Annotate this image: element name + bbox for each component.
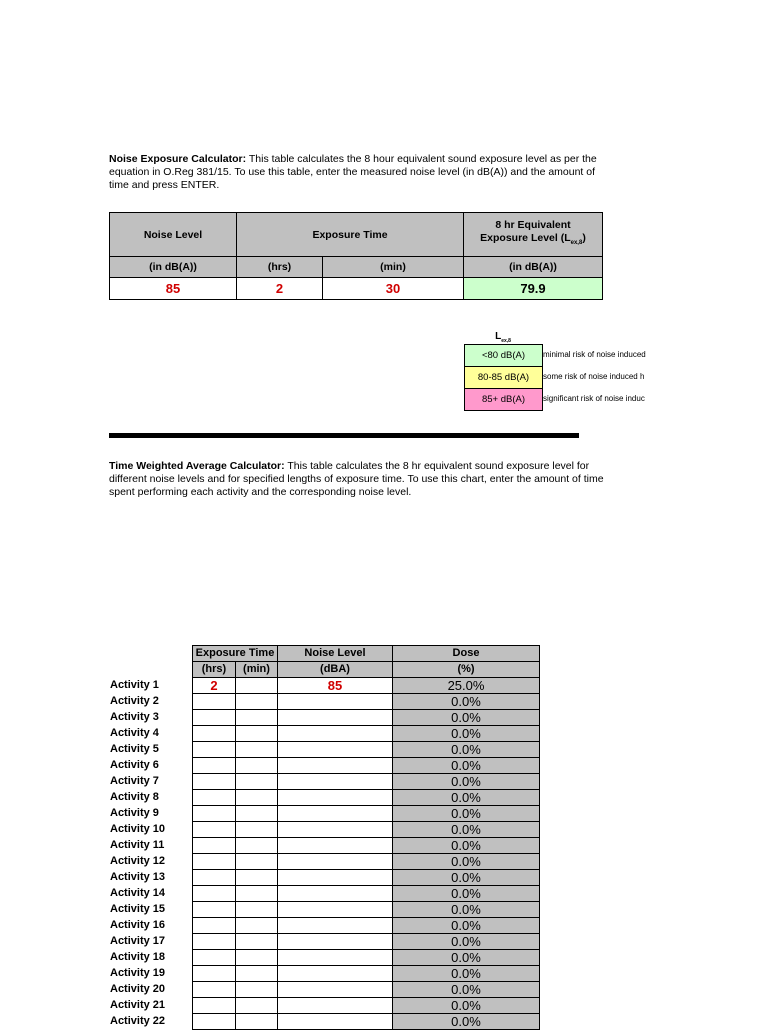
equiv-header-line1: 8 hr Equivalent [495, 218, 571, 231]
equivalent-level-header [464, 213, 603, 257]
table-row [109, 854, 540, 870]
noise-level-input[interactable] [278, 694, 393, 710]
min-input[interactable] [236, 710, 278, 726]
hrs-input[interactable] [193, 758, 236, 774]
equiv-header-sub: ex,8 [570, 240, 583, 247]
dose-value: 0.0% [393, 742, 540, 758]
hrs-input[interactable]: 2 [193, 678, 236, 694]
hrs-input[interactable] [193, 790, 236, 806]
min-input[interactable]: 30 [323, 278, 464, 300]
min-input[interactable] [236, 934, 278, 950]
noise-calc-title: Noise Exposure Calculator: [109, 153, 247, 165]
hrs-input[interactable]: 2 [237, 278, 323, 300]
hrs-input[interactable] [193, 950, 236, 966]
activity-label: Activity 22 [110, 1015, 166, 1027]
equiv-header-line2: Exposure Level (L [480, 231, 571, 244]
dose-value: 0.0% [393, 838, 540, 854]
noise-unit-header: (in dB(A)) [110, 257, 237, 278]
noise-level-input[interactable] [278, 918, 393, 934]
noise-level-input[interactable] [278, 806, 393, 822]
table-row [109, 950, 540, 966]
min-input[interactable] [236, 678, 278, 694]
noise-level-header: Noise Level [110, 213, 237, 257]
min-subheader: (min) [236, 662, 278, 678]
min-input[interactable] [236, 854, 278, 870]
hrs-input[interactable] [193, 838, 236, 854]
dose-value: 0.0% [393, 982, 540, 998]
hrs-input[interactable] [193, 870, 236, 886]
table-row [109, 694, 540, 710]
noise-level-input[interactable] [278, 758, 393, 774]
table-row [109, 966, 540, 982]
legend-range-low: <80 dB(A) [464, 344, 543, 367]
twa-calc-intro [109, 460, 604, 499]
noise-level-input[interactable] [278, 1014, 393, 1030]
hrs-input[interactable] [193, 822, 236, 838]
dose-value: 0.0% [393, 726, 540, 742]
activity-label: Activity 15 [110, 903, 166, 915]
dose-value: 25.0% [393, 678, 540, 694]
dose-value: 0.0% [393, 774, 540, 790]
section-divider [109, 433, 579, 438]
activity-label: Activity 9 [110, 807, 159, 819]
noise-level-input[interactable] [278, 998, 393, 1014]
min-input[interactable] [236, 918, 278, 934]
table-row [109, 982, 540, 998]
activity-label: Activity 1 [110, 679, 159, 691]
noise-level-input[interactable] [278, 790, 393, 806]
twa-calc-title: Time Weighted Average Calculator: [109, 460, 285, 472]
legend-text-low: minimal risk of noise induced [543, 350, 646, 359]
activity-label: Activity 18 [110, 951, 166, 963]
table-row [109, 758, 540, 774]
hrs-input[interactable] [193, 918, 236, 934]
noise-subheader: (dBA) [278, 662, 393, 678]
activity-label: Activity 14 [110, 887, 166, 899]
min-input[interactable] [236, 950, 278, 966]
activity-label: Activity 13 [110, 871, 166, 883]
min-input[interactable] [236, 886, 278, 902]
hrs-input[interactable] [193, 998, 236, 1014]
twa-table-body [109, 678, 540, 1030]
activity-label: Activity 3 [110, 711, 159, 723]
hrs-input[interactable] [193, 886, 236, 902]
hrs-input[interactable] [193, 774, 236, 790]
hrs-input[interactable] [193, 726, 236, 742]
table-row [109, 870, 540, 886]
dose-value: 0.0% [393, 1014, 540, 1030]
activity-label: Activity 6 [110, 759, 159, 771]
dose-value: 0.0% [393, 710, 540, 726]
dose-value: 0.0% [393, 790, 540, 806]
activity-label: Activity 7 [110, 775, 159, 787]
hrs-input[interactable] [193, 982, 236, 998]
min-input[interactable] [236, 806, 278, 822]
dose-value: 0.0% [393, 950, 540, 966]
dose-subheader: (%) [393, 662, 540, 678]
min-input[interactable] [236, 982, 278, 998]
activity-subheader-blank [109, 662, 193, 678]
hrs-unit-header: (hrs) [237, 257, 323, 278]
min-input[interactable] [236, 694, 278, 710]
min-input[interactable] [236, 998, 278, 1014]
noise-level-input[interactable] [278, 934, 393, 950]
hrs-input[interactable] [193, 934, 236, 950]
noise-level-input[interactable] [278, 982, 393, 998]
noise-level-input[interactable] [278, 854, 393, 870]
dose-header: Dose [393, 646, 540, 662]
min-input[interactable] [236, 790, 278, 806]
activity-label: Activity 16 [110, 919, 166, 931]
activity-label: Activity 19 [110, 967, 166, 979]
dose-value: 0.0% [393, 806, 540, 822]
noise-level-input[interactable] [278, 870, 393, 886]
legend-text-high: significant risk of noise induc [543, 394, 645, 403]
hrs-input[interactable] [193, 1014, 236, 1030]
legend-title-sub: ex,8 [501, 338, 511, 344]
noise-level-input[interactable] [278, 774, 393, 790]
dose-value: 0.0% [393, 758, 540, 774]
noise-level-input[interactable] [278, 950, 393, 966]
legend-title [464, 331, 542, 344]
legend-range-mid: 80-85 dB(A) [464, 366, 543, 389]
noise-calc-description: This table calculates the 8 hour equivalent sound exposure level as per the equation in O.Reg 381/15. To use this table, enter the measured noise level (in dB(A)) and the amount of time and press ENTER. [109, 153, 597, 191]
activity-label: Activity 21 [110, 999, 166, 1011]
min-input[interactable] [236, 774, 278, 790]
exposure-time-header: Exposure Time [237, 213, 464, 257]
twa-table [109, 645, 540, 1030]
equiv-level-result: 79.9 [464, 278, 603, 300]
dose-value: 0.0% [393, 966, 540, 982]
noise-level-input[interactable] [278, 886, 393, 902]
table-row [109, 726, 540, 742]
table-row [109, 710, 540, 726]
noise-level-input[interactable]: 85 [278, 678, 393, 694]
table-row [109, 838, 540, 854]
noise-level-input[interactable] [278, 902, 393, 918]
min-input[interactable] [236, 838, 278, 854]
table-row [109, 998, 540, 1014]
legend-range-high: 85+ dB(A) [464, 388, 543, 411]
min-input[interactable] [236, 742, 278, 758]
noise-calc-intro [109, 153, 604, 192]
noise-level-input[interactable] [278, 726, 393, 742]
table-row [109, 886, 540, 902]
table-row [109, 774, 540, 790]
noise-level-input[interactable] [278, 710, 393, 726]
noise-level-input[interactable] [278, 822, 393, 838]
table-row [109, 790, 540, 806]
activity-label: Activity 4 [110, 727, 159, 739]
noise-level-input[interactable] [278, 966, 393, 982]
min-input[interactable] [236, 870, 278, 886]
dose-value: 0.0% [393, 934, 540, 950]
dose-value: 0.0% [393, 998, 540, 1014]
table-row [109, 918, 540, 934]
legend-text-mid: some risk of noise induced h [543, 372, 645, 381]
dose-value: 0.0% [393, 902, 540, 918]
equiv-unit-header: (in dB(A)) [464, 257, 603, 278]
hrs-input[interactable] [193, 806, 236, 822]
hrs-input[interactable] [193, 854, 236, 870]
hrs-input[interactable] [193, 742, 236, 758]
hrs-input[interactable] [193, 694, 236, 710]
dose-value: 0.0% [393, 918, 540, 934]
activity-label: Activity 5 [110, 743, 159, 755]
noise-level-input[interactable] [278, 838, 393, 854]
hrs-input[interactable] [193, 710, 236, 726]
table-row [109, 678, 540, 694]
hrs-subheader: (hrs) [193, 662, 236, 678]
table-row [109, 902, 540, 918]
min-input[interactable] [236, 822, 278, 838]
dose-value: 0.0% [393, 822, 540, 838]
dose-value: 0.0% [393, 886, 540, 902]
legend-title-main: L [495, 331, 502, 342]
activity-label: Activity 11 [110, 839, 165, 851]
noise-level-header: Noise Level [278, 646, 393, 662]
twa-calc-description: This table calculates the 8 hr equivalent sound exposure level for different noise levels and for specified lengths of exposure time. To use this chart, enter the amount of time spent performing each activity and the corresponding noise level. [109, 460, 604, 498]
dose-value: 0.0% [393, 854, 540, 870]
table-row [109, 934, 540, 950]
noise-level-input[interactable] [278, 742, 393, 758]
min-input[interactable] [236, 726, 278, 742]
hrs-input[interactable] [193, 902, 236, 918]
table-row [109, 806, 540, 822]
exposure-time-header: Exposure Time [193, 646, 278, 662]
dose-value: 0.0% [393, 870, 540, 886]
activity-label: Activity 12 [110, 855, 166, 867]
min-input[interactable] [236, 902, 278, 918]
table-row [109, 822, 540, 838]
activity-label: Activity 17 [110, 935, 166, 947]
activity-header-blank [109, 646, 193, 662]
noise-level-input[interactable]: 85 [110, 278, 237, 300]
activity-label: Activity 8 [110, 791, 159, 803]
equiv-header-close: ) [582, 231, 586, 244]
activity-label: Activity 2 [110, 695, 159, 707]
activity-label: Activity 10 [110, 823, 166, 835]
min-input[interactable] [236, 966, 278, 982]
activity-label: Activity 20 [110, 983, 166, 995]
min-unit-header: (min) [323, 257, 464, 278]
table-row [109, 1014, 540, 1030]
hrs-input[interactable] [193, 966, 236, 982]
min-input[interactable] [236, 758, 278, 774]
table-row [109, 742, 540, 758]
noise-exposure-table [109, 212, 603, 300]
dose-value: 0.0% [393, 694, 540, 710]
min-input[interactable] [236, 1014, 278, 1030]
